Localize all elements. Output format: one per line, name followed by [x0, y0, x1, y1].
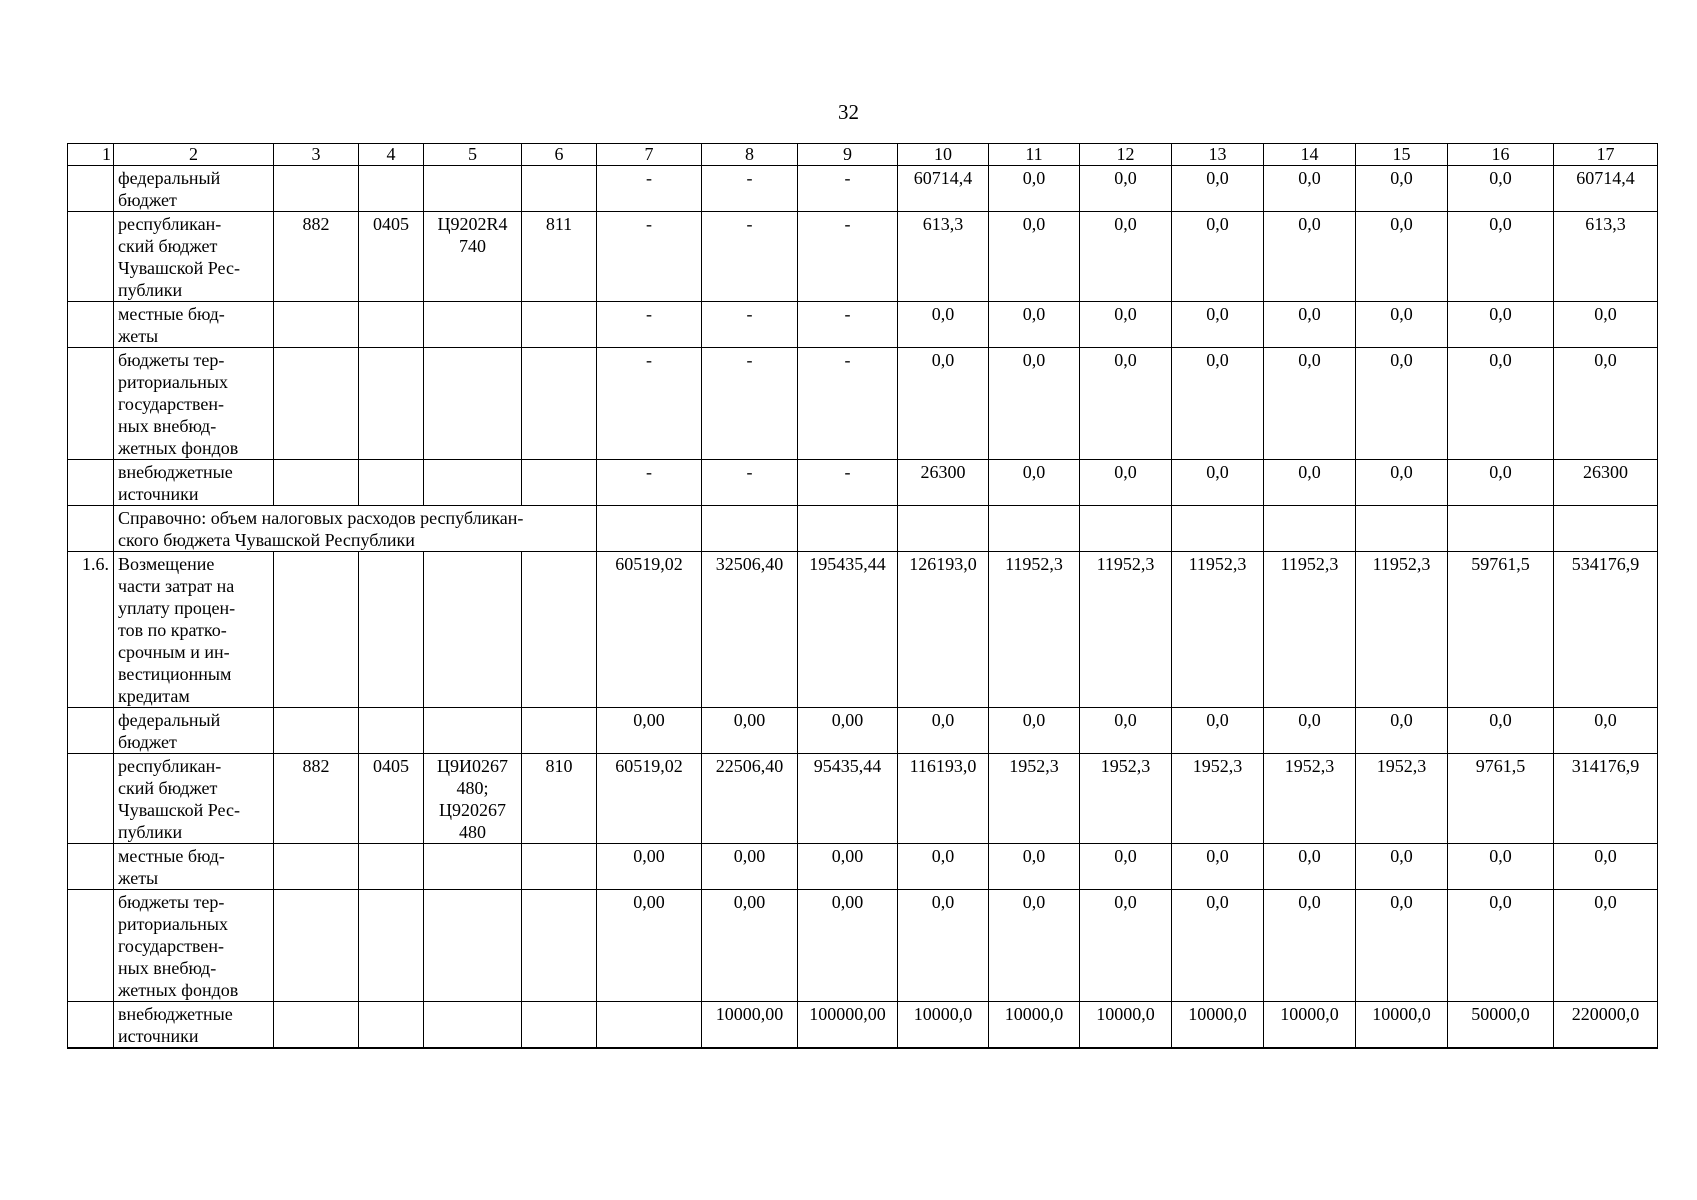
value-cell: 220000,0 [1554, 1002, 1658, 1049]
table-row [68, 890, 1658, 1002]
value-cell: 0,00 [798, 708, 898, 754]
value-cell: 126193,0 [898, 552, 989, 708]
column-header: 9 [798, 144, 898, 166]
gov-code [274, 348, 359, 460]
value-cell [1448, 506, 1554, 552]
row-number [68, 708, 114, 754]
column-header: 6 [522, 144, 597, 166]
value-cell: 0,0 [1172, 890, 1264, 1002]
row-number [68, 506, 114, 552]
section-code [359, 1002, 424, 1049]
value-cell: 0,0 [989, 302, 1080, 348]
reference-note: Справочно: объем налоговых расходов республикан- ского бюджета Чувашской Республики [114, 506, 597, 552]
reference-row [68, 506, 1658, 552]
table-row [68, 212, 1658, 302]
value-cell: - [798, 348, 898, 460]
value-cell: 0,00 [702, 890, 798, 1002]
value-cell: - [798, 166, 898, 212]
value-cell: 0,0 [1554, 844, 1658, 890]
expense-type-code: 810 [522, 754, 597, 844]
row-number [68, 754, 114, 844]
value-cell: - [597, 302, 702, 348]
section-code [359, 166, 424, 212]
value-cell: 0,0 [1356, 166, 1448, 212]
value-cell: 1952,3 [1264, 754, 1356, 844]
value-cell: 0,0 [989, 212, 1080, 302]
value-cell: 0,0 [1448, 302, 1554, 348]
table-row [68, 1002, 1658, 1049]
gov-code [274, 844, 359, 890]
value-cell: 0,0 [1264, 708, 1356, 754]
value-cell: 10000,0 [989, 1002, 1080, 1049]
table-row [68, 552, 1658, 708]
value-cell: 0,0 [898, 708, 989, 754]
expense-type-code [522, 1002, 597, 1049]
value-cell: - [798, 212, 898, 302]
value-cell: 613,3 [1554, 212, 1658, 302]
value-cell: 0,0 [1264, 212, 1356, 302]
value-cell [597, 506, 702, 552]
row-number [68, 212, 114, 302]
row-label: местные бюд- жеты [114, 844, 274, 890]
value-cell: 26300 [898, 460, 989, 506]
section-code [359, 552, 424, 708]
value-cell: 11952,3 [1080, 552, 1172, 708]
value-cell: 60714,4 [1554, 166, 1658, 212]
gov-code: 882 [274, 212, 359, 302]
value-cell: 0,0 [1080, 460, 1172, 506]
header-row [68, 144, 1658, 166]
value-cell [1356, 506, 1448, 552]
column-header: 5 [424, 144, 522, 166]
value-cell: 0,0 [1080, 348, 1172, 460]
value-cell: 0,0 [1264, 844, 1356, 890]
value-cell: 314176,9 [1554, 754, 1658, 844]
value-cell: 10000,0 [898, 1002, 989, 1049]
section-code [359, 844, 424, 890]
gov-code [274, 708, 359, 754]
value-cell [702, 506, 798, 552]
value-cell: 50000,0 [1448, 1002, 1554, 1049]
value-cell: 0,0 [989, 844, 1080, 890]
target-code [424, 708, 522, 754]
gov-code [274, 166, 359, 212]
value-cell [1080, 506, 1172, 552]
table-row [68, 166, 1658, 212]
table-row [68, 460, 1658, 506]
value-cell: 0,0 [1172, 166, 1264, 212]
value-cell: 0,0 [1080, 302, 1172, 348]
value-cell: 0,0 [1080, 708, 1172, 754]
value-cell: 0,0 [1356, 302, 1448, 348]
value-cell: 0,0 [1356, 708, 1448, 754]
value-cell: 0,0 [1448, 708, 1554, 754]
row-label: Возмещение части затрат на уплату процен- тов по кратко- срочным и ин- вестиционным кредитам [114, 552, 274, 708]
value-cell: 11952,3 [1264, 552, 1356, 708]
row-label: местные бюд- жеты [114, 302, 274, 348]
expense-type-code [522, 460, 597, 506]
expense-type-code [522, 708, 597, 754]
value-cell: 0,0 [1554, 348, 1658, 460]
value-cell: 0,0 [1448, 166, 1554, 212]
gov-code [274, 460, 359, 506]
row-label: федеральный бюджет [114, 166, 274, 212]
value-cell: 0,0 [898, 302, 989, 348]
expense-type-code [522, 890, 597, 1002]
value-cell: - [702, 460, 798, 506]
table-body [68, 144, 1658, 1049]
value-cell: 0,0 [989, 708, 1080, 754]
value-cell: 0,0 [1172, 460, 1264, 506]
column-header: 10 [898, 144, 989, 166]
gov-code [274, 302, 359, 348]
column-header: 4 [359, 144, 424, 166]
expense-type-code [522, 552, 597, 708]
value-cell: 0,00 [597, 844, 702, 890]
value-cell: - [798, 460, 898, 506]
value-cell: 613,3 [898, 212, 989, 302]
value-cell [798, 506, 898, 552]
value-cell: - [597, 166, 702, 212]
value-cell: 0,0 [1356, 212, 1448, 302]
column-header: 3 [274, 144, 359, 166]
value-cell: 0,0 [898, 348, 989, 460]
expense-type-code [522, 348, 597, 460]
value-cell: 1952,3 [1172, 754, 1264, 844]
target-code [424, 302, 522, 348]
column-header: 8 [702, 144, 798, 166]
value-cell [989, 506, 1080, 552]
value-cell: 0,0 [1264, 166, 1356, 212]
value-cell: 0,00 [798, 890, 898, 1002]
value-cell: 0,00 [702, 844, 798, 890]
column-header: 1 [68, 144, 114, 166]
value-cell: 11952,3 [1172, 552, 1264, 708]
table-row [68, 302, 1658, 348]
target-code [424, 552, 522, 708]
value-cell: 11952,3 [1356, 552, 1448, 708]
value-cell: 0,0 [989, 348, 1080, 460]
page-number: 32 [838, 100, 859, 124]
value-cell: 0,0 [1264, 890, 1356, 1002]
row-number [68, 348, 114, 460]
value-cell: 195435,44 [798, 552, 898, 708]
column-header: 17 [1554, 144, 1658, 166]
gov-code [274, 1002, 359, 1049]
section-code [359, 348, 424, 460]
column-header: 12 [1080, 144, 1172, 166]
column-header: 7 [597, 144, 702, 166]
value-cell: 0,0 [1080, 166, 1172, 212]
row-number [68, 302, 114, 348]
column-header: 14 [1264, 144, 1356, 166]
value-cell: 0,0 [1356, 890, 1448, 1002]
value-cell: - [597, 348, 702, 460]
value-cell: 0,0 [1080, 890, 1172, 1002]
value-cell [898, 506, 989, 552]
expense-type-code [522, 302, 597, 348]
column-header: 11 [989, 144, 1080, 166]
row-number [68, 844, 114, 890]
value-cell: 0,00 [702, 708, 798, 754]
row-label: внебюджетные источники [114, 460, 274, 506]
value-cell: 95435,44 [798, 754, 898, 844]
row-number: 1.6. [68, 552, 114, 708]
table-row [68, 844, 1658, 890]
target-code [424, 890, 522, 1002]
value-cell: 22506,40 [702, 754, 798, 844]
section-code: 0405 [359, 212, 424, 302]
value-cell: 26300 [1554, 460, 1658, 506]
row-label: бюджеты тер- риториальных государствен- ных внебюд- жетных фондов [114, 348, 274, 460]
value-cell: - [702, 348, 798, 460]
row-number [68, 166, 114, 212]
value-cell: 0,0 [1080, 212, 1172, 302]
row-number [68, 890, 114, 1002]
value-cell: 60519,02 [597, 552, 702, 708]
target-code [424, 1002, 522, 1049]
value-cell: 534176,9 [1554, 552, 1658, 708]
value-cell: 0,0 [1448, 460, 1554, 506]
value-cell: 0,00 [597, 708, 702, 754]
target-code [424, 348, 522, 460]
table-row [68, 708, 1658, 754]
column-header: 13 [1172, 144, 1264, 166]
value-cell: 32506,40 [702, 552, 798, 708]
value-cell: 1952,3 [989, 754, 1080, 844]
value-cell [1554, 506, 1658, 552]
value-cell: - [702, 302, 798, 348]
value-cell: 0,0 [1554, 890, 1658, 1002]
value-cell [1264, 506, 1356, 552]
value-cell: 0,00 [597, 890, 702, 1002]
target-code [424, 460, 522, 506]
value-cell: - [597, 460, 702, 506]
row-label: республикан- ский бюджет Чувашской Рес- публики [114, 754, 274, 844]
value-cell: 0,0 [1264, 460, 1356, 506]
value-cell: 0,0 [1448, 890, 1554, 1002]
value-cell: - [702, 212, 798, 302]
value-cell: 59761,5 [1448, 552, 1554, 708]
column-header: 16 [1448, 144, 1554, 166]
target-code: Ц9202R4 740 [424, 212, 522, 302]
value-cell: - [798, 302, 898, 348]
value-cell: - [597, 212, 702, 302]
value-cell: 60519,02 [597, 754, 702, 844]
section-code [359, 302, 424, 348]
value-cell: 10000,0 [1264, 1002, 1356, 1049]
expense-type-code [522, 166, 597, 212]
column-header: 2 [114, 144, 274, 166]
gov-code: 882 [274, 754, 359, 844]
row-label: республикан- ский бюджет Чувашской Рес- публики [114, 212, 274, 302]
value-cell [597, 1002, 702, 1049]
value-cell: 0,0 [1264, 302, 1356, 348]
value-cell: 60714,4 [898, 166, 989, 212]
section-code: 0405 [359, 754, 424, 844]
section-code [359, 890, 424, 1002]
value-cell: 0,0 [989, 890, 1080, 1002]
row-label: бюджеты тер- риториальных государствен- ных внебюд- жетных фондов [114, 890, 274, 1002]
value-cell: 0,0 [1356, 348, 1448, 460]
value-cell: 0,0 [1264, 348, 1356, 460]
value-cell: 0,0 [1448, 844, 1554, 890]
value-cell: 0,0 [1172, 708, 1264, 754]
value-cell: 11952,3 [989, 552, 1080, 708]
value-cell: 0,0 [1172, 302, 1264, 348]
value-cell: 0,0 [1172, 844, 1264, 890]
value-cell: 0,0 [1448, 348, 1554, 460]
value-cell: 1952,3 [1356, 754, 1448, 844]
target-code: Ц9И0267 480; Ц920267 480 [424, 754, 522, 844]
value-cell: 0,0 [989, 460, 1080, 506]
section-code [359, 708, 424, 754]
value-cell: - [702, 166, 798, 212]
row-label: внебюджетные источники [114, 1002, 274, 1049]
value-cell: 10000,0 [1172, 1002, 1264, 1049]
value-cell: 0,0 [1448, 212, 1554, 302]
value-cell: 0,0 [1080, 844, 1172, 890]
value-cell: 0,0 [898, 844, 989, 890]
budget-table [67, 143, 1658, 1049]
value-cell: 9761,5 [1448, 754, 1554, 844]
table-row [68, 348, 1658, 460]
gov-code [274, 552, 359, 708]
value-cell: 0,0 [1356, 460, 1448, 506]
row-number [68, 1002, 114, 1049]
value-cell: 0,0 [989, 166, 1080, 212]
value-cell: 0,0 [1172, 212, 1264, 302]
value-cell: 0,0 [1554, 708, 1658, 754]
expense-type-code: 811 [522, 212, 597, 302]
value-cell: 10000,0 [1080, 1002, 1172, 1049]
target-code [424, 166, 522, 212]
section-code [359, 460, 424, 506]
value-cell: 10000,0 [1356, 1002, 1448, 1049]
value-cell: 100000,00 [798, 1002, 898, 1049]
value-cell: 0,0 [1554, 302, 1658, 348]
value-cell [1172, 506, 1264, 552]
value-cell: 10000,00 [702, 1002, 798, 1049]
value-cell: 0,00 [798, 844, 898, 890]
value-cell: 116193,0 [898, 754, 989, 844]
value-cell: 0,0 [1172, 348, 1264, 460]
row-label: федеральный бюджет [114, 708, 274, 754]
row-number [68, 460, 114, 506]
gov-code [274, 890, 359, 1002]
value-cell: 0,0 [898, 890, 989, 1002]
value-cell: 0,0 [1356, 844, 1448, 890]
value-cell: 1952,3 [1080, 754, 1172, 844]
column-header: 15 [1356, 144, 1448, 166]
expense-type-code [522, 844, 597, 890]
target-code [424, 844, 522, 890]
table-row [68, 754, 1658, 844]
